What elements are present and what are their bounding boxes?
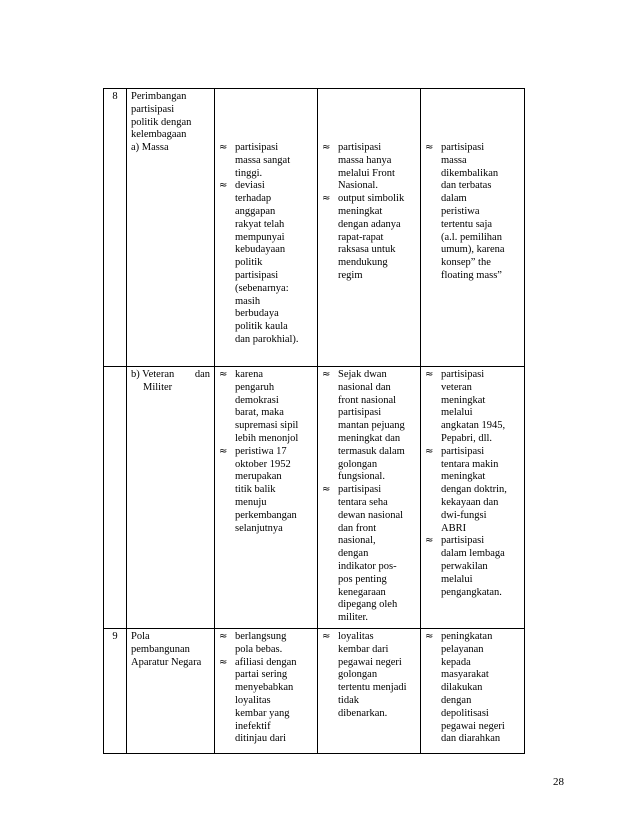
table-row	[104, 89, 525, 367]
era-2-cell	[318, 89, 421, 367]
era-3-cell	[421, 367, 525, 629]
approx-bullet-icon: ≈	[425, 535, 434, 547]
approx-bullet-icon: ≈	[219, 630, 228, 642]
page-number: 28	[553, 776, 564, 788]
approx-bullet-icon: ≈	[425, 369, 434, 380]
sub-topic-label: b) Veteran dan	[131, 369, 210, 380]
list-item: ≈ partisipasi veteran meningkat melalui angkatan 1945, Pepabri, dll.	[425, 369, 506, 444]
approx-bullet-icon: ≈	[322, 630, 331, 642]
era-1-cell	[215, 628, 318, 753]
list-item: ≈ deviasi terhadap anggapan rakyat telah mempunyai kebudayaan politik partisipasi (sebenarnya: masih berbudaya politik kaula dan parokhial).	[219, 180, 299, 345]
approx-bullet-icon: ≈	[322, 142, 331, 153]
topic-title: Pola pembangunan Aparatur Negara	[131, 630, 202, 668]
approx-bullet-icon: ≈	[219, 445, 228, 457]
topic-cell	[127, 628, 215, 753]
list-item: ≈ output simbolik meningkat dengan adanya rapat-rapat raksasa untuk mendukung regim	[322, 193, 405, 281]
era-2-cell	[318, 367, 421, 629]
list-item: ≈ loyalitas kembar dari pegawai negeri golongan tertentu menjadi tidak dibenarkan.	[322, 630, 407, 719]
table-row	[104, 628, 525, 753]
topic-title: Perimbangan partisipasi politik dengan kelembagaan	[131, 91, 192, 141]
topic-cell	[127, 89, 215, 367]
approx-bullet-icon: ≈	[425, 445, 434, 457]
list-item: ≈ partisipasi massa sangat tinggi.	[219, 142, 291, 179]
era-3-cell	[421, 89, 525, 367]
approx-bullet-icon: ≈	[219, 369, 228, 380]
list-item: ≈ Sejak dwan nasional dan front nasional partisipasi mantan pejuang meningkat dan termasuk dalam golongan fungsional.	[322, 369, 405, 483]
sub-topic-label: a) Massa	[131, 142, 169, 154]
list-item: ≈ partisipasi dalam lembaga perwakilan melalui pengangkatan.	[425, 535, 505, 598]
list-item: ≈ partisipasi tentara makin meningkat dengan doktrin, kekayaan dan dwi-fungsi ABRI	[425, 445, 507, 534]
table-row	[104, 367, 525, 629]
approx-bullet-icon: ≈	[322, 484, 331, 496]
list-item: ≈ partisipasi massa dikembalikan dan terbatas dalam peristiwa tertentu saja (a.l. pemilihan umum), karena konsep” the floating mass”	[425, 142, 505, 281]
era-1-cell	[215, 89, 318, 367]
approx-bullet-icon: ≈	[425, 142, 434, 153]
approx-bullet-icon: ≈	[219, 180, 228, 192]
approx-bullet-icon: ≈	[219, 142, 228, 153]
row-number: 9	[104, 628, 127, 753]
approx-bullet-icon: ≈	[425, 630, 434, 642]
list-item: ≈ partisipasi massa hanya melalui Front Nasional.	[322, 142, 395, 192]
row-number: 8	[104, 89, 127, 367]
approx-bullet-icon: ≈	[322, 369, 331, 380]
era-1-cell	[215, 367, 318, 629]
era-2-cell	[318, 628, 421, 753]
list-item: ≈ partisipasi tentara seha dewan nasional dan front nasional, dengan indikator pos- pos penting kenegaraan dipegang oleh militer.	[322, 484, 404, 624]
approx-bullet-icon: ≈	[322, 193, 331, 205]
topic-cell: b) Veteran dan Militer	[127, 367, 215, 629]
row-number	[104, 367, 127, 629]
comparison-table	[103, 88, 525, 754]
list-item: ≈ afiliasi dengan partai sering menyebabkan loyalitas kembar yang inefektif ditinjau dari	[219, 656, 297, 745]
list-item: ≈ peningkatan pelayanan kepada masyarakat dilakukan dengan depolitisasi pegawai negeri dan diarahkan	[425, 630, 505, 745]
approx-bullet-icon: ≈	[219, 656, 228, 668]
list-item: ≈ berlangsung pola bebas.	[219, 630, 287, 655]
list-item: ≈ karena pengaruh demokrasi barat, maka supremasi sipil lebih menonjol	[219, 369, 299, 444]
list-item: ≈ peristiwa 17 oktober 1952 merupakan titik balik menuju perkembangan selanjutnya	[219, 445, 297, 534]
era-3-cell	[421, 628, 525, 753]
